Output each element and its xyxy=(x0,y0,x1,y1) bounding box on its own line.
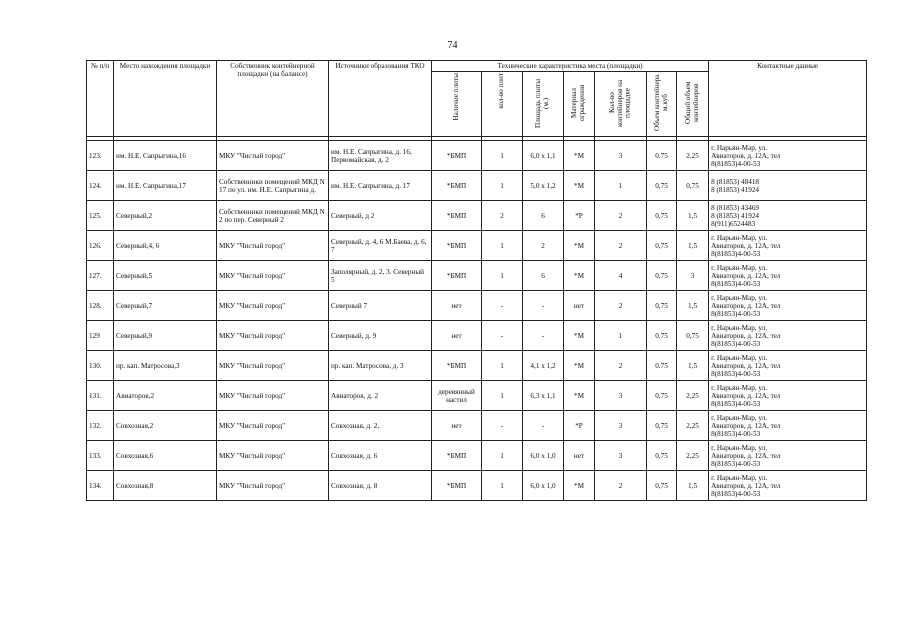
row-volume: 0.75 xyxy=(647,351,677,381)
row-total: 0,75 xyxy=(677,321,709,351)
table-row xyxy=(87,441,867,471)
header-tech: Технические характеристика места (площадки) xyxy=(432,61,709,72)
row-owner: Собственники помещений МКД N 17 по ул. им. Н.Е. Сапрыгина д. xyxy=(217,171,329,201)
row-slab-area: 6 xyxy=(523,261,564,291)
row-slab: нет xyxy=(432,291,482,321)
header-row xyxy=(87,61,867,72)
row-volume: 0,75 xyxy=(647,411,677,441)
row-owner: МКУ "Чистый город" xyxy=(217,321,329,351)
row-num: 124. xyxy=(87,171,114,201)
row-volume: 0,75 xyxy=(647,441,677,471)
row-volume: 0,75 xyxy=(647,381,677,411)
row-slab-area: - xyxy=(523,291,564,321)
row-containers: 2 xyxy=(595,291,647,321)
row-slab-count: 1 xyxy=(482,441,523,471)
row-containers: 1 xyxy=(595,321,647,351)
row-fence: *М xyxy=(564,171,595,201)
table-row xyxy=(87,381,867,411)
row-slab-area: 6 xyxy=(523,201,564,231)
header-owner: Собственник контейнерной площадки (на балансе) xyxy=(217,61,329,137)
subheader-containers-label: Кол-во контейнеров на площадке xyxy=(607,79,632,127)
row-owner: МКУ "Чистый город" xyxy=(217,261,329,291)
row-fence: нет xyxy=(564,441,595,471)
row-location: Северный,5 xyxy=(114,261,217,291)
row-fence: *М xyxy=(564,321,595,351)
row-sources: Совхозная, д. 2, xyxy=(329,411,432,441)
row-slab: нет xyxy=(432,411,482,441)
row-containers: 2 xyxy=(595,201,647,231)
row-slab-count: - xyxy=(482,291,523,321)
row-owner: МКУ "Чистый город" xyxy=(217,381,329,411)
row-location: Северный,9 xyxy=(114,321,217,351)
subheader-slab-label: Наличие плиты xyxy=(451,73,460,121)
row-volume: 0.75 xyxy=(647,141,677,171)
row-fence: *М xyxy=(564,231,595,261)
subheader-containers xyxy=(595,72,647,137)
row-slab-count: - xyxy=(482,411,523,441)
header-contacts: Контактные данные xyxy=(709,61,867,137)
row-owner: МКУ "Чистый город" xyxy=(217,441,329,471)
table-row xyxy=(87,471,867,501)
row-location: Северный,7 xyxy=(114,291,217,321)
row-location: им. Н.Е. Сапрыгина,17 xyxy=(114,171,217,201)
row-owner: МКУ "Чистый город" xyxy=(217,141,329,171)
row-contacts: г. Нарьян-Мар, ул. Авиаторов, д. 12А, тел 8(81853)4-00-53 xyxy=(709,141,867,171)
row-total: 1,5 xyxy=(677,201,709,231)
table-row xyxy=(87,171,867,201)
row-num: 134. xyxy=(87,471,114,501)
row-owner: МКУ "Чистый город" xyxy=(217,411,329,441)
row-fence: *М xyxy=(564,351,595,381)
row-owner: МКУ "Чистый город" xyxy=(217,291,329,321)
row-sources: Северный, д 2 xyxy=(329,201,432,231)
row-slab-area: - xyxy=(523,321,564,351)
row-location: Совхозная,2 xyxy=(114,411,217,441)
table-row xyxy=(87,411,867,441)
row-location: пр. кап. Матросова,3 xyxy=(114,351,217,381)
subheader-volume xyxy=(647,72,677,137)
row-total: 2,25 xyxy=(677,441,709,471)
row-contacts: г. Нарьян-Мар, ул. Авиаторов, д. 12А, тел 8(81853)4-00-53 xyxy=(709,291,867,321)
header-sources: Источники образования ТКО xyxy=(329,61,432,137)
row-num: 128. xyxy=(87,291,114,321)
row-slab-count: 1 xyxy=(482,171,523,201)
row-fence: нет xyxy=(564,291,595,321)
row-sources: пр. кап. Матросова, д. 3 xyxy=(329,351,432,381)
row-total: 2.25 xyxy=(677,141,709,171)
subheader-fence xyxy=(564,72,595,137)
row-owner: МКУ "Чистый город" xyxy=(217,471,329,501)
row-num: 129 xyxy=(87,321,114,351)
row-sources: Северный 7 xyxy=(329,291,432,321)
row-num: 123. xyxy=(87,141,114,171)
row-slab-count: 1 xyxy=(482,141,523,171)
row-containers: 2 xyxy=(595,231,647,261)
row-slab-area: - xyxy=(523,411,564,441)
row-slab: нет xyxy=(432,321,482,351)
row-volume: 0,75 xyxy=(647,471,677,501)
row-contacts: г. Нарьян-Мар, ул. Авиаторов, д. 12А, тел 8(81853)4-00-53 xyxy=(709,231,867,261)
row-containers: 3 xyxy=(595,381,647,411)
row-slab: *БМП xyxy=(432,441,482,471)
row-volume: 0,75 xyxy=(647,291,677,321)
subheader-slab-area-label: Площадь плиты (м.) xyxy=(534,78,550,128)
row-num: 131. xyxy=(87,381,114,411)
row-volume: 0,75 xyxy=(647,261,677,291)
row-containers: 3 xyxy=(595,141,647,171)
row-slab-count: 2 xyxy=(482,201,523,231)
row-contacts: 8 (81853) 48418 8 (81853) 41924 xyxy=(709,171,867,201)
row-volume: 0.75 xyxy=(647,321,677,351)
row-location: им. Н.Е. Сапрыгина,16 xyxy=(114,141,217,171)
row-total: 2,25 xyxy=(677,411,709,441)
row-contacts: г. Нарьян-Мар, ул. Авиаторов, д. 12А, тел 8(81853)4-00-53 xyxy=(709,351,867,381)
table-row xyxy=(87,321,867,351)
container-sites-table xyxy=(86,60,867,501)
row-volume: 0,75 xyxy=(647,171,677,201)
row-total: 2,25 xyxy=(677,381,709,411)
row-sources: им. Н.Е. Сапрыгина, д. 16, Первомайская, д. 2 xyxy=(329,141,432,171)
subheader-volume-label: Объем контейнера м.куб xyxy=(652,74,669,132)
header-num: № п/п xyxy=(87,61,114,137)
row-slab-area: 6,3 х 1,1 xyxy=(523,381,564,411)
row-volume: 0,75 xyxy=(647,231,677,261)
row-contacts: г. Нарьян-Мар, ул. Авиаторов, д. 12А, тел 8(81853)4-00-53 xyxy=(709,261,867,291)
row-containers: 3 xyxy=(595,411,647,441)
row-num: 127. xyxy=(87,261,114,291)
table-row xyxy=(87,351,867,381)
row-total: 3 xyxy=(677,261,709,291)
subheader-slab-area xyxy=(523,72,564,137)
row-num: 126. xyxy=(87,231,114,261)
table-row xyxy=(87,141,867,171)
row-location: Совхозная,6 xyxy=(114,441,217,471)
row-total: 1,5 xyxy=(677,291,709,321)
row-contacts: г. Нарьян-Мар, ул. Авиаторов, д. 12А, тел 8(81853)4-00-53 xyxy=(709,381,867,411)
row-contacts: 8 (81853) 43469 8 (81853) 41924 8(911)6524483 xyxy=(709,201,867,231)
row-contacts: г. Нарьян-Мар, ул. Авиаторов, д. 12А, тел 8(81853)4-00-53 xyxy=(709,411,867,441)
row-containers: 4 xyxy=(595,261,647,291)
row-containers: 1 xyxy=(595,171,647,201)
row-slab: *БМП xyxy=(432,261,482,291)
row-slab: *БМП xyxy=(432,201,482,231)
row-slab-area: 4,1 х 1,2 xyxy=(523,351,564,381)
row-slab-count: 1 xyxy=(482,381,523,411)
row-slab-area: 6,0 х 1,1 xyxy=(523,141,564,171)
row-location: Северный,2 xyxy=(114,201,217,231)
row-location: Авиаторов,2 xyxy=(114,381,217,411)
row-sources: Северный, д. 9 xyxy=(329,321,432,351)
table-row xyxy=(87,261,867,291)
row-volume: 0,75 xyxy=(647,201,677,231)
table-body xyxy=(87,141,867,501)
row-slab-count: 1 xyxy=(482,351,523,381)
subheader-fence-label: Материал ограждения xyxy=(570,85,586,122)
table-row xyxy=(87,231,867,261)
row-total: 1,5 xyxy=(677,351,709,381)
row-location: Северный,4, 6 xyxy=(114,231,217,261)
row-slab: *БМП xyxy=(432,471,482,501)
row-fence: *Р xyxy=(564,201,595,231)
row-num: 132. xyxy=(87,411,114,441)
subheader-slab-count-label: кол-во плит xyxy=(497,73,506,109)
header-location: Место нахождения площадки xyxy=(114,61,217,137)
row-owner: МКУ "Чистый город" xyxy=(217,351,329,381)
row-containers: 2 xyxy=(595,351,647,381)
page-number: 74 xyxy=(447,40,458,51)
row-slab-area: 5,0 х 1,2 xyxy=(523,171,564,201)
row-num: 133. xyxy=(87,441,114,471)
row-slab-count: - xyxy=(482,321,523,351)
row-fence: *М xyxy=(564,471,595,501)
row-fence: *М xyxy=(564,141,595,171)
table-row xyxy=(87,201,867,231)
row-fence: *Р xyxy=(564,411,595,441)
row-contacts: г. Нарьян-Мар, ул. Авиаторов, д. 12А, тел 8(81853)4-00-53 xyxy=(709,321,867,351)
row-num: 130. xyxy=(87,351,114,381)
row-slab-area: 6,0 х 1,0 xyxy=(523,471,564,501)
row-slab-area: 6,0 х 1,0 xyxy=(523,441,564,471)
row-slab: *БМП xyxy=(432,141,482,171)
row-containers: 2 xyxy=(595,471,647,501)
row-owner: МКУ "Чистый город" xyxy=(217,231,329,261)
row-sources: Заполярный, д. 2, 3. Северный 5 xyxy=(329,261,432,291)
row-slab-count: 1 xyxy=(482,261,523,291)
row-total: 1,5 xyxy=(677,471,709,501)
row-location: Совхозная,8 xyxy=(114,471,217,501)
row-fence: *М xyxy=(564,261,595,291)
row-sources: Северный, д. 4, 6 М.Баева, д. 6, 7 xyxy=(329,231,432,261)
row-sources: Совхозная, д. 6 xyxy=(329,441,432,471)
row-sources: Авиаторов, д. 2 xyxy=(329,381,432,411)
row-sources: им. Н.Е. Сапрыгина, д. 17 xyxy=(329,171,432,201)
row-total: 1,5 xyxy=(677,231,709,261)
row-fence: *М xyxy=(564,381,595,411)
row-contacts: г. Нарьян-Мар, ул. Авиаторов, д. 12А, тел 8(81853)4-00-53 xyxy=(709,471,867,501)
subheader-total-label: Общий объем контейнеров xyxy=(683,82,700,125)
row-contacts: г. Нарьян-Мар, ул. Авиаторов, д. 12А, тел 8(81853)4-00-53 xyxy=(709,441,867,471)
subheader-slab-count xyxy=(482,72,523,137)
subheader-total xyxy=(677,72,709,137)
row-num: 125. xyxy=(87,201,114,231)
table-row xyxy=(87,291,867,321)
row-slab: *БМП xyxy=(432,171,482,201)
row-slab-count: 1 xyxy=(482,231,523,261)
subheader-slab xyxy=(432,72,482,137)
row-sources: Совхозная, д. 8 xyxy=(329,471,432,501)
row-slab: *БМП xyxy=(432,231,482,261)
row-owner: Собственники помещений МКД N 2 по пер. Северный 2 xyxy=(217,201,329,231)
row-total: 0,75 xyxy=(677,171,709,201)
row-slab: *БМП xyxy=(432,351,482,381)
row-slab-count: 1 xyxy=(482,471,523,501)
row-slab: деревянный настил xyxy=(432,381,482,411)
row-slab-area: 2 xyxy=(523,231,564,261)
row-containers: 3 xyxy=(595,441,647,471)
